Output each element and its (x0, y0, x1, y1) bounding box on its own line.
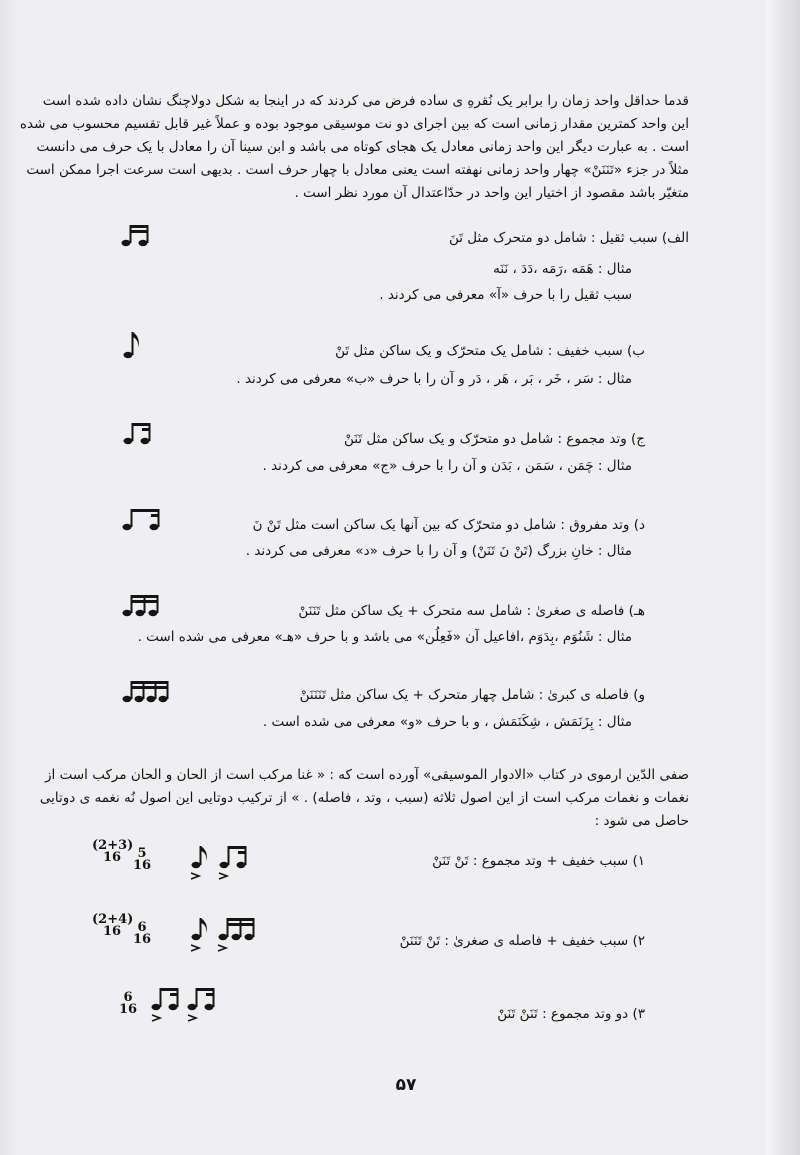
eighth-sixteenth-note-icon (122, 420, 154, 446)
eighth-note-icon (122, 328, 144, 362)
combo-grouping (92, 840, 132, 864)
section-example-sabab-khafif: مثال : سَر ، خَر ، بَر ، هَر ، دَر و آن را با حرف «ب» معرفی می کردند . (236, 371, 632, 387)
combo-grouping (92, 914, 132, 938)
combo-rhythm-icon (148, 984, 220, 1026)
section-title-sabab-saqil: الف) سبب ثقیل : شامل دو متحرک مثل تَنَ (448, 230, 689, 246)
grouping-numerator: (2+4) (92, 912, 134, 927)
quote-line: صفی الدّین ارموی در کتاب «الادوار الموسیقی» آورده است که : « غنا مرکب است از الحان و الحان مرکب است از (45, 767, 689, 783)
intro-line: قدما حداقل واحد زمان را برابر یک نُقرهِ ی ساده فرض می کردند که در اینجا به شکل دولاچنگ نشان داده شده است (42, 93, 689, 109)
meter-denominator: 16 (132, 932, 152, 947)
combo-meter (116, 992, 140, 1016)
section-example-fasele-soghra: مثال : شَنُوَم ،بِدَوَم ،افاعیل آن «فَعِلُن» می باشد و با حرف «هـ» معرفی می شده است . (137, 629, 632, 645)
section-example-vatad-majmu: مثال : چَمَن ، سَمَن ، بَدَن و آن را با حرف «ج» معرفی می کردند . (262, 458, 632, 474)
section-example-sabab-saqil: مثال : هَمَه ،رَمَه ،دَدَ ، نَنَه (493, 261, 632, 277)
grouping-numerator: (2+3) (92, 838, 134, 853)
sixteenth-pair-note-icon (120, 222, 152, 248)
page-edge-shadow (766, 0, 800, 1155)
combo-meter (130, 922, 154, 946)
intro-line: است . به عبارت دیگر این واحد زمانی معادل یک هجای کوتاه می باشد و ابن سینا آن را معادل با یک حرف می دانست (36, 139, 689, 155)
page-gutter-shadow (0, 0, 18, 1155)
intro-line: مثلاً در جزء «تَنَنَنْ» چهار واحد زمانی نهفته است یعنی معادل با چهار حرف است . بدیهی است سرعت اجرا ممکن است (26, 162, 689, 178)
section-title-vatad-majmu: ج) وتد مجموع : شامل دو متحرّک و یک ساکن مثل تَنَنْ (344, 431, 645, 447)
intro-paragraph (19, 90, 689, 205)
quote-paragraph (39, 764, 689, 833)
combo-label: ۱) سبب خفیف + وتد مجموع : تَنْ تَنَنْ (432, 853, 645, 869)
section-note-sabab-saqil: سبب ثقیل را با حرف «آ» معرفی می کردند . (379, 287, 632, 303)
meter-numerator: 5 (137, 846, 147, 861)
quote-line: حاصل می شود : (594, 813, 689, 829)
section-example-vatad-mafruq: مثال : خانِ بزرگ (تَنْ نَ تَنَنْ) و آن را با حرف «د» معرفی می کردند . (245, 543, 632, 559)
section-title-vatad-mafruq: د) وتد مفروق : شامل دو متحرّک که بین آنها یک ساکن است مثل تَنْ نَ (252, 517, 645, 533)
section-title-sabab-khafif: ب) سبب خفیف : شامل یک متحرّک و یک ساکن مثل تَنْ (335, 343, 645, 359)
section-example-fasele-kobra: مثال : بِزَنَمَش ، شِکَنَمَش ، و با حرف «و» معرفی می شده است . (262, 714, 632, 730)
combo-label: ۳) دو وتد مجموع : تَنَنْ تَنَنْ (497, 1006, 645, 1022)
triplet-sixteenth-note-icon (121, 592, 161, 618)
meter-denominator: 16 (118, 1002, 138, 1017)
intro-line: این واحد کمترین مقدار زمانی است که بین اجرای دو نت موسیقی موجود بوده و عملاً غیر قابل تقسیم محسوب می شده (19, 116, 689, 132)
meter-numerator: 6 (137, 920, 147, 935)
section-title-fasele-soghra: هـ) فاصله ی صغریٰ : شامل سه متحرک + یک ساکن مثل تَنَنَنْ (298, 603, 645, 619)
combo-rhythm-icon (163, 914, 263, 956)
combo-meter (130, 848, 154, 872)
grouping-denominator: 16 (102, 924, 122, 939)
section-title-fasele-kobra: و) فاصله ی کبریٰ : شامل چهار متحرک + یک ساکن مثل تَنَنَنَنْ (299, 687, 645, 703)
page-number: ۵۷ (395, 1075, 417, 1095)
eighth-rest-sixteenth-note-icon (121, 506, 163, 532)
meter-denominator: 16 (132, 858, 152, 873)
quadruplet-sixteenth-note-icon (121, 678, 171, 704)
quote-line: نغمات و نغمات مرکب است از این اصول ثلاثه (سبب ، وتد ، فاصله) . » از ترکیب دوتایی این اصول نُه نغمه ی دوتایی (39, 790, 689, 806)
intro-line: متغیّر باشد مقصود از اختیار این واحد در حدّاعتدال آن مورد نظر است . (294, 185, 689, 201)
combo-label: ۲) سبب خفیف + فاصله ی صغریٰ : تَنْ تَنَنَنْ (399, 933, 645, 949)
combo-rhythm-icon (163, 842, 255, 882)
meter-numerator: 6 (123, 990, 133, 1005)
grouping-denominator: 16 (102, 850, 122, 865)
